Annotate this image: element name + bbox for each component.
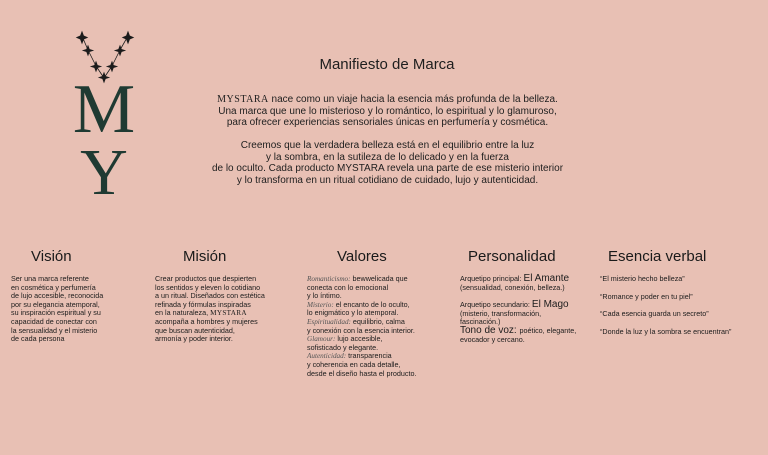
valor-line: y lo íntimo.: [307, 291, 342, 301]
vision-line: la sensualidad y el misterio: [11, 325, 98, 335]
mision-line: acompaña a hombres y mujeres: [155, 316, 258, 326]
tono-line-2: evocador y cercano.: [460, 334, 525, 344]
manifesto-p2-line4: y lo transforma en un ritual cotidiano de cuidado, lujo y autenticidad.: [236, 174, 539, 186]
valor-line: sofisticado y elegante.: [307, 342, 379, 352]
arquetipo-label: Arquetipo principal:: [460, 274, 524, 283]
manifesto-p1-line3: para ofrecer experiencias sensoriales únicas en perfumería y cosmética.: [226, 117, 549, 128]
valor-label: Romanticismo:: [307, 275, 351, 283]
arquetipo-value: El Amante: [523, 273, 570, 284]
esencia-quote: “Romance y poder en tu piel”: [600, 291, 693, 301]
valor-label: Misterio:: [307, 300, 334, 309]
esencia-quote: “Cada esencia guarda un secreto”: [600, 309, 709, 319]
mision-title: Misión: [183, 248, 227, 265]
manifesto-p2-line2: y la sombra, en la sutileza de lo delicado y en la fuerza: [266, 151, 509, 163]
arquetipo-value: El Mago: [531, 299, 569, 311]
manifesto-paragraph-1: [190, 94, 585, 129]
valor-text: bewwelicada que: [350, 274, 408, 283]
mision-line: refinada y fórmulas inspiradas: [155, 299, 251, 309]
tono-de-voz: [460, 324, 595, 344]
manifesto-p1-line1: [190, 94, 585, 106]
valor-line: lo enigmático y lo atemporal.: [307, 308, 399, 318]
vision-line: capacidad de conectar con: [11, 316, 97, 326]
valores-text: [307, 275, 437, 378]
valor-label: Glamour:: [307, 335, 336, 344]
arquetipo-desc: (sensualidad, conexión, belleza.): [460, 282, 565, 292]
vision-line: Ser una marca referente: [11, 274, 89, 283]
brand-logo: [62, 28, 146, 198]
vision-title: Visión: [31, 248, 72, 265]
vision-line: en cosmética y perfumería: [11, 282, 96, 292]
personalidad-text: [460, 275, 595, 344]
vision-line: de cada persona: [11, 334, 65, 344]
valores-title: Valores: [337, 248, 387, 265]
arquetipo-principal: [460, 275, 595, 292]
valor-text: equilibrio, calma: [350, 316, 405, 326]
manifesto-paragraph-2: [190, 140, 585, 186]
manifesto-p1-line1-text: nace como un viaje hacia la esencia más profunda de la belleza.: [268, 94, 558, 105]
esencia-section: [600, 248, 760, 345]
manifesto-p2-line1: Creemos que la verdadera belleza está en el equilibrio entre la luz: [240, 140, 535, 151]
mision-section: [155, 248, 285, 344]
valor-label: Espiritualidad:: [307, 317, 351, 326]
manifesto-p1-line2: Una marca que une lo misterioso y lo romántico, lo espiritual y lo glamuroso,: [218, 105, 557, 117]
brand-name: MYSTARA: [210, 309, 247, 318]
mision-line: a un ritual. Diseñados con estética: [155, 291, 265, 301]
mision-line: armonía y poder interior.: [155, 334, 233, 344]
logo-letter-m: M: [72, 71, 136, 148]
valor-text: transparencia: [346, 351, 392, 361]
vision-line: por su elegancia atemporal,: [11, 299, 100, 309]
tono-value: poético, elegante,: [519, 325, 577, 335]
valor-text: lujo accesible,: [335, 334, 383, 344]
mision-line: Crear productos que despierten: [155, 274, 257, 283]
arquetipo-desc: fascinación.): [460, 317, 501, 327]
mision-text: [155, 275, 285, 344]
esencia-quotes: [600, 275, 760, 336]
vision-text: [11, 275, 136, 344]
valor-label: Autenticidad:: [307, 352, 347, 361]
manifesto-p2-line3: de lo oculto. Cada producto MYSTARA revela una parte de ese misterio interior: [211, 163, 564, 174]
esencia-quote: “Donde la luz y la sombra se encuentran”: [600, 326, 732, 336]
mision-line: los sentidos y eleven lo cotidiano: [155, 282, 261, 292]
page-title: Manifiesto de Marca: [319, 56, 455, 73]
vision-line: de lujo accesible, reconocida: [11, 291, 104, 301]
valor-line: y coherencia en cada detalle,: [307, 359, 401, 369]
valores-section: [307, 248, 437, 378]
mision-line: que buscan autenticidad,: [155, 325, 235, 335]
logo-letter-y: Y: [80, 136, 128, 198]
tono-label: Tono de voz:: [460, 324, 520, 336]
arquetipo-label: Arquetipo secundario:: [460, 300, 532, 310]
valor-line: conecta con lo emocional: [307, 282, 389, 292]
arquetipo-desc: (misterio, transformación,: [460, 308, 542, 318]
valor-line: y conexión con la esencia interior.: [307, 325, 415, 335]
vision-section: [11, 248, 136, 344]
personalidad-title: Personalidad: [468, 248, 556, 265]
vision-line: su inspiración espiritual y su: [11, 308, 101, 318]
esencia-quote: “El misterio hecho belleza”: [600, 274, 685, 283]
personalidad-section: [460, 248, 595, 344]
valor-line: desde el diseño hasta el producto.: [307, 368, 417, 378]
mision-line-text: en la naturaleza,: [155, 308, 211, 318]
esencia-title: Esencia verbal: [608, 248, 707, 265]
valor-text: el encanto de lo oculto,: [333, 299, 410, 309]
arquetipo-secundario: [460, 301, 595, 327]
brand-name: MYSTARA: [217, 94, 269, 105]
